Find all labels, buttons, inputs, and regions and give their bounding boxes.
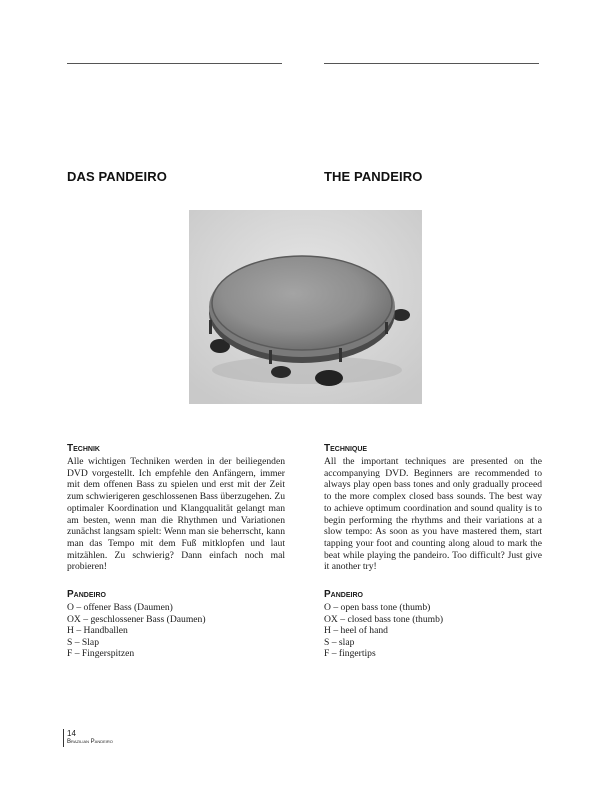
book-title: Brazilian Pandeiro xyxy=(67,739,113,745)
page-number: 14 xyxy=(67,729,76,738)
legend-german-heading: Pandeiro xyxy=(67,589,106,600)
legend-english-item: S – slap xyxy=(324,636,355,648)
technik-section xyxy=(67,443,285,573)
legend-german-item: OX – geschlossener Bass (Daumen) xyxy=(67,613,206,625)
footer-bar xyxy=(63,729,64,747)
technique-text: All the important techniques are presented on the accompanying DVD. Beginners are recommended to always play open bass tones and only gradually proceed to the more complex closed bass sounds. The best way to achieve optimum coordination and sound quality is to begin performing the rhythms and their variations at a slow tempo: As soon as you have mastered them, start tapping your foot and counting along aloud to mark the beat while playing the pandeiro. Too difficult? Just give it another try! xyxy=(324,456,542,573)
legend-english xyxy=(324,589,542,660)
title-german: DAS PANDEIRO xyxy=(67,169,167,184)
legend-english-item: H – heel of hand xyxy=(324,625,388,636)
pandeiro-illustration xyxy=(189,210,422,404)
legend-german-item: S – Slap xyxy=(67,636,99,648)
legend-german xyxy=(67,589,285,660)
technique-section xyxy=(324,443,542,573)
legend-english-item: F – fingertips xyxy=(324,648,376,659)
technique-heading: Technique xyxy=(324,443,368,454)
technik-heading: Technik xyxy=(67,443,100,454)
top-rule-left xyxy=(67,63,282,64)
legend-german-item: F – Fingerspitzen xyxy=(67,648,135,659)
pandeiro-photo xyxy=(189,210,422,404)
legend-english-item: O – open bass tone (thumb) xyxy=(324,602,431,613)
top-rule-right xyxy=(324,63,539,64)
legend-english-heading: Pandeiro xyxy=(324,589,363,600)
technik-text: Alle wichtigen Techniken werden in der beiliegenden DVD vorgestellt. Ich empfehle den Anfängern, immer mit dem offenen Bass zu spielen und erst mit der Zeit zum schwierigeren geschlossenen Bass überzugehen. Zu optimaler Koordination und Klangqualität gelangt man am besten, wenn man die Rhythmen und Variationen zunächst langsam spielt: Wenn man sie beherrscht, kann man das Tempo mit dem Fuß mitklopfen und laut mitzählen. Zu schwierig? Dann einfach noch mal probieren! xyxy=(67,456,285,573)
title-english: THE PANDEIRO xyxy=(324,169,423,184)
legend-english-item: OX – closed bass tone (thumb) xyxy=(324,613,444,625)
legend-german-item: H – Handballen xyxy=(67,625,128,636)
legend-german-item: O – offener Bass (Daumen) xyxy=(67,602,173,613)
